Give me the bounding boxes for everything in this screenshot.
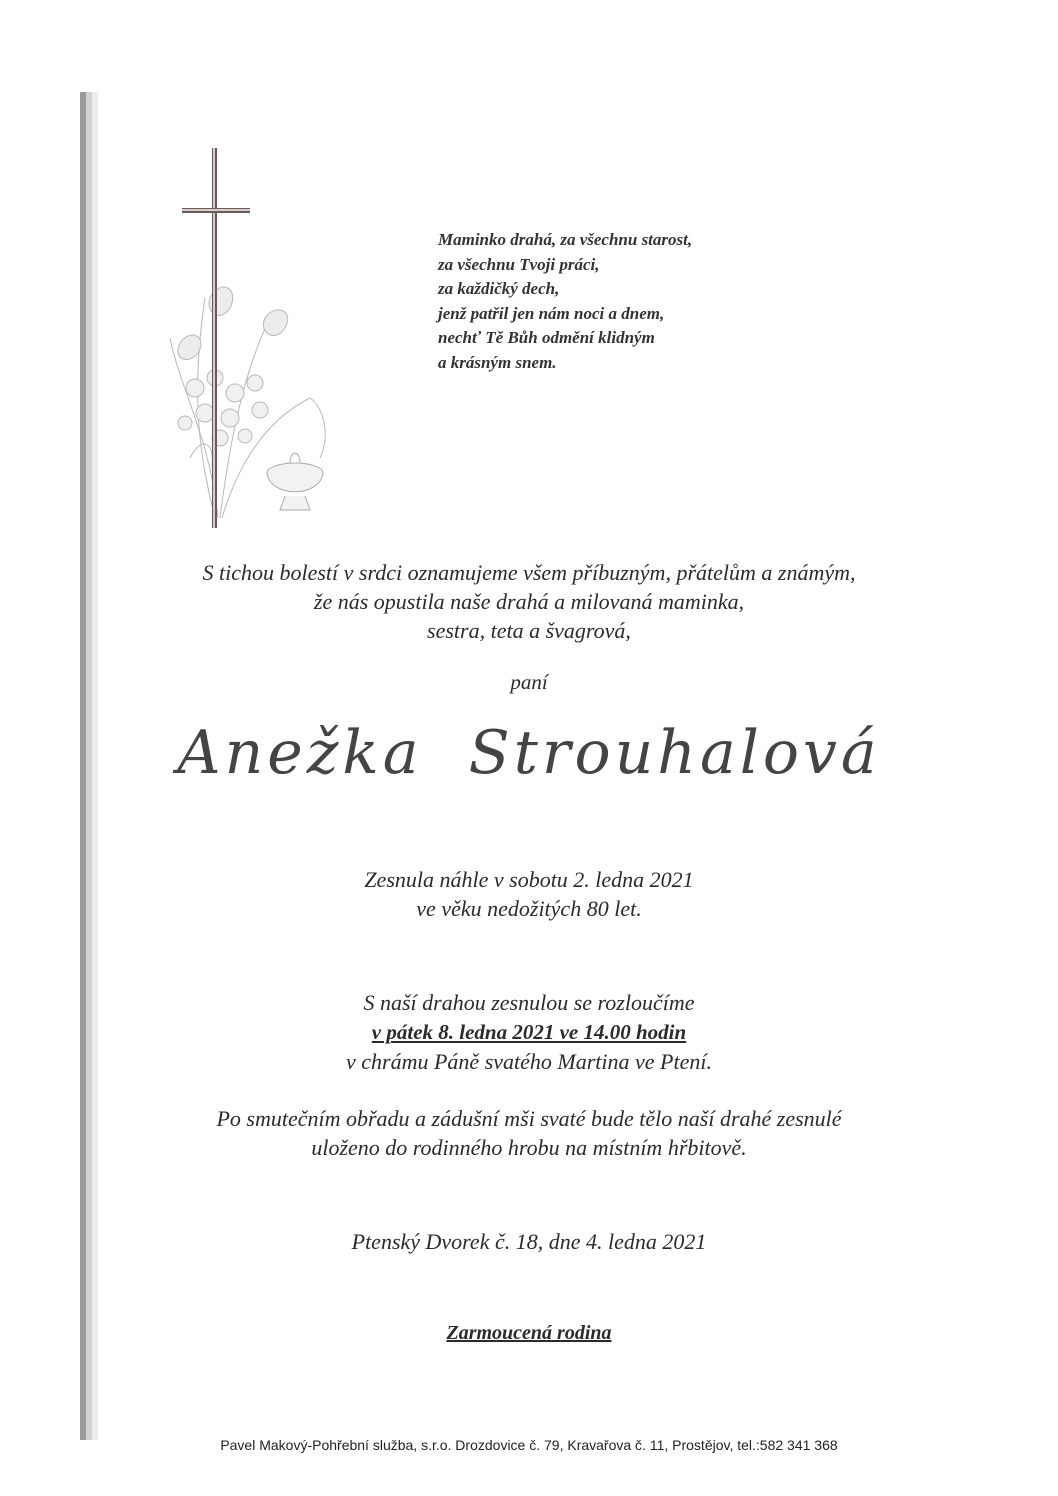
signature: Zarmoucená rodina: [446, 1322, 612, 1344]
poem: [438, 228, 692, 375]
footer: Pavel Makový-Pohřební služba, s.r.o. Drozdovice č. 79, Kravařova č. 11, Prostějov, tel.:582 341 368: [220, 1437, 838, 1453]
announcement-line: sestra, teta a švagrová,: [427, 618, 631, 643]
burial-line: uloženo do rodinného hrobu na místním hřbitově.: [311, 1135, 747, 1160]
death-info-line: Zesnula náhle v sobotu 2. ledna 2021: [364, 867, 694, 892]
title-prefix: paní: [510, 670, 548, 694]
place-date: Ptenský Dvorek č. 18, dne 4. ledna 2021: [351, 1229, 707, 1254]
farewell-location: v chrámu Páně svatého Martina ve Ptení.: [346, 1049, 712, 1074]
farewell-date-time: v pátek 8. ledna 2021 ve 14.00 hodin: [371, 1020, 687, 1044]
burial-line: Po smutečním obřadu a zádušní mši svaté bude tělo naší drahé zesnulé: [216, 1106, 842, 1131]
poem-line: jenž patřil jen nám noci a dnem,: [438, 303, 665, 323]
farewell-line: S naší drahou zesnulou se rozloučíme: [363, 990, 695, 1015]
announcement-line: S tichou bolestí v srdci oznamujeme všem příbuzným, přátelům a známým,: [202, 560, 856, 585]
poem-line: za všechnu Tvoji práci,: [438, 254, 600, 274]
death-info: [0, 865, 1058, 923]
oil-lamp-icon: [267, 453, 323, 510]
death-info-line: ve věku nedožitých 80 let.: [416, 896, 642, 921]
burial-info: [0, 1104, 1058, 1162]
poem-line: a krásným snem.: [438, 352, 557, 372]
poem-line: za každičký dech,: [438, 279, 560, 298]
cross-flowers-decoration: [160, 138, 350, 538]
deceased-name-text: Anežka Strouhalová: [177, 718, 881, 788]
announcement: [0, 558, 1058, 645]
poem-line: nechť Tě Bůh odmění klidným: [438, 328, 655, 347]
farewell-info: [0, 988, 1058, 1076]
poem-line: Maminko drahá, za všechnu starost,: [438, 230, 693, 249]
announcement-line: že nás opustila naše drahá a milovaná maminka,: [313, 589, 745, 614]
deceased-name: [0, 718, 1058, 788]
